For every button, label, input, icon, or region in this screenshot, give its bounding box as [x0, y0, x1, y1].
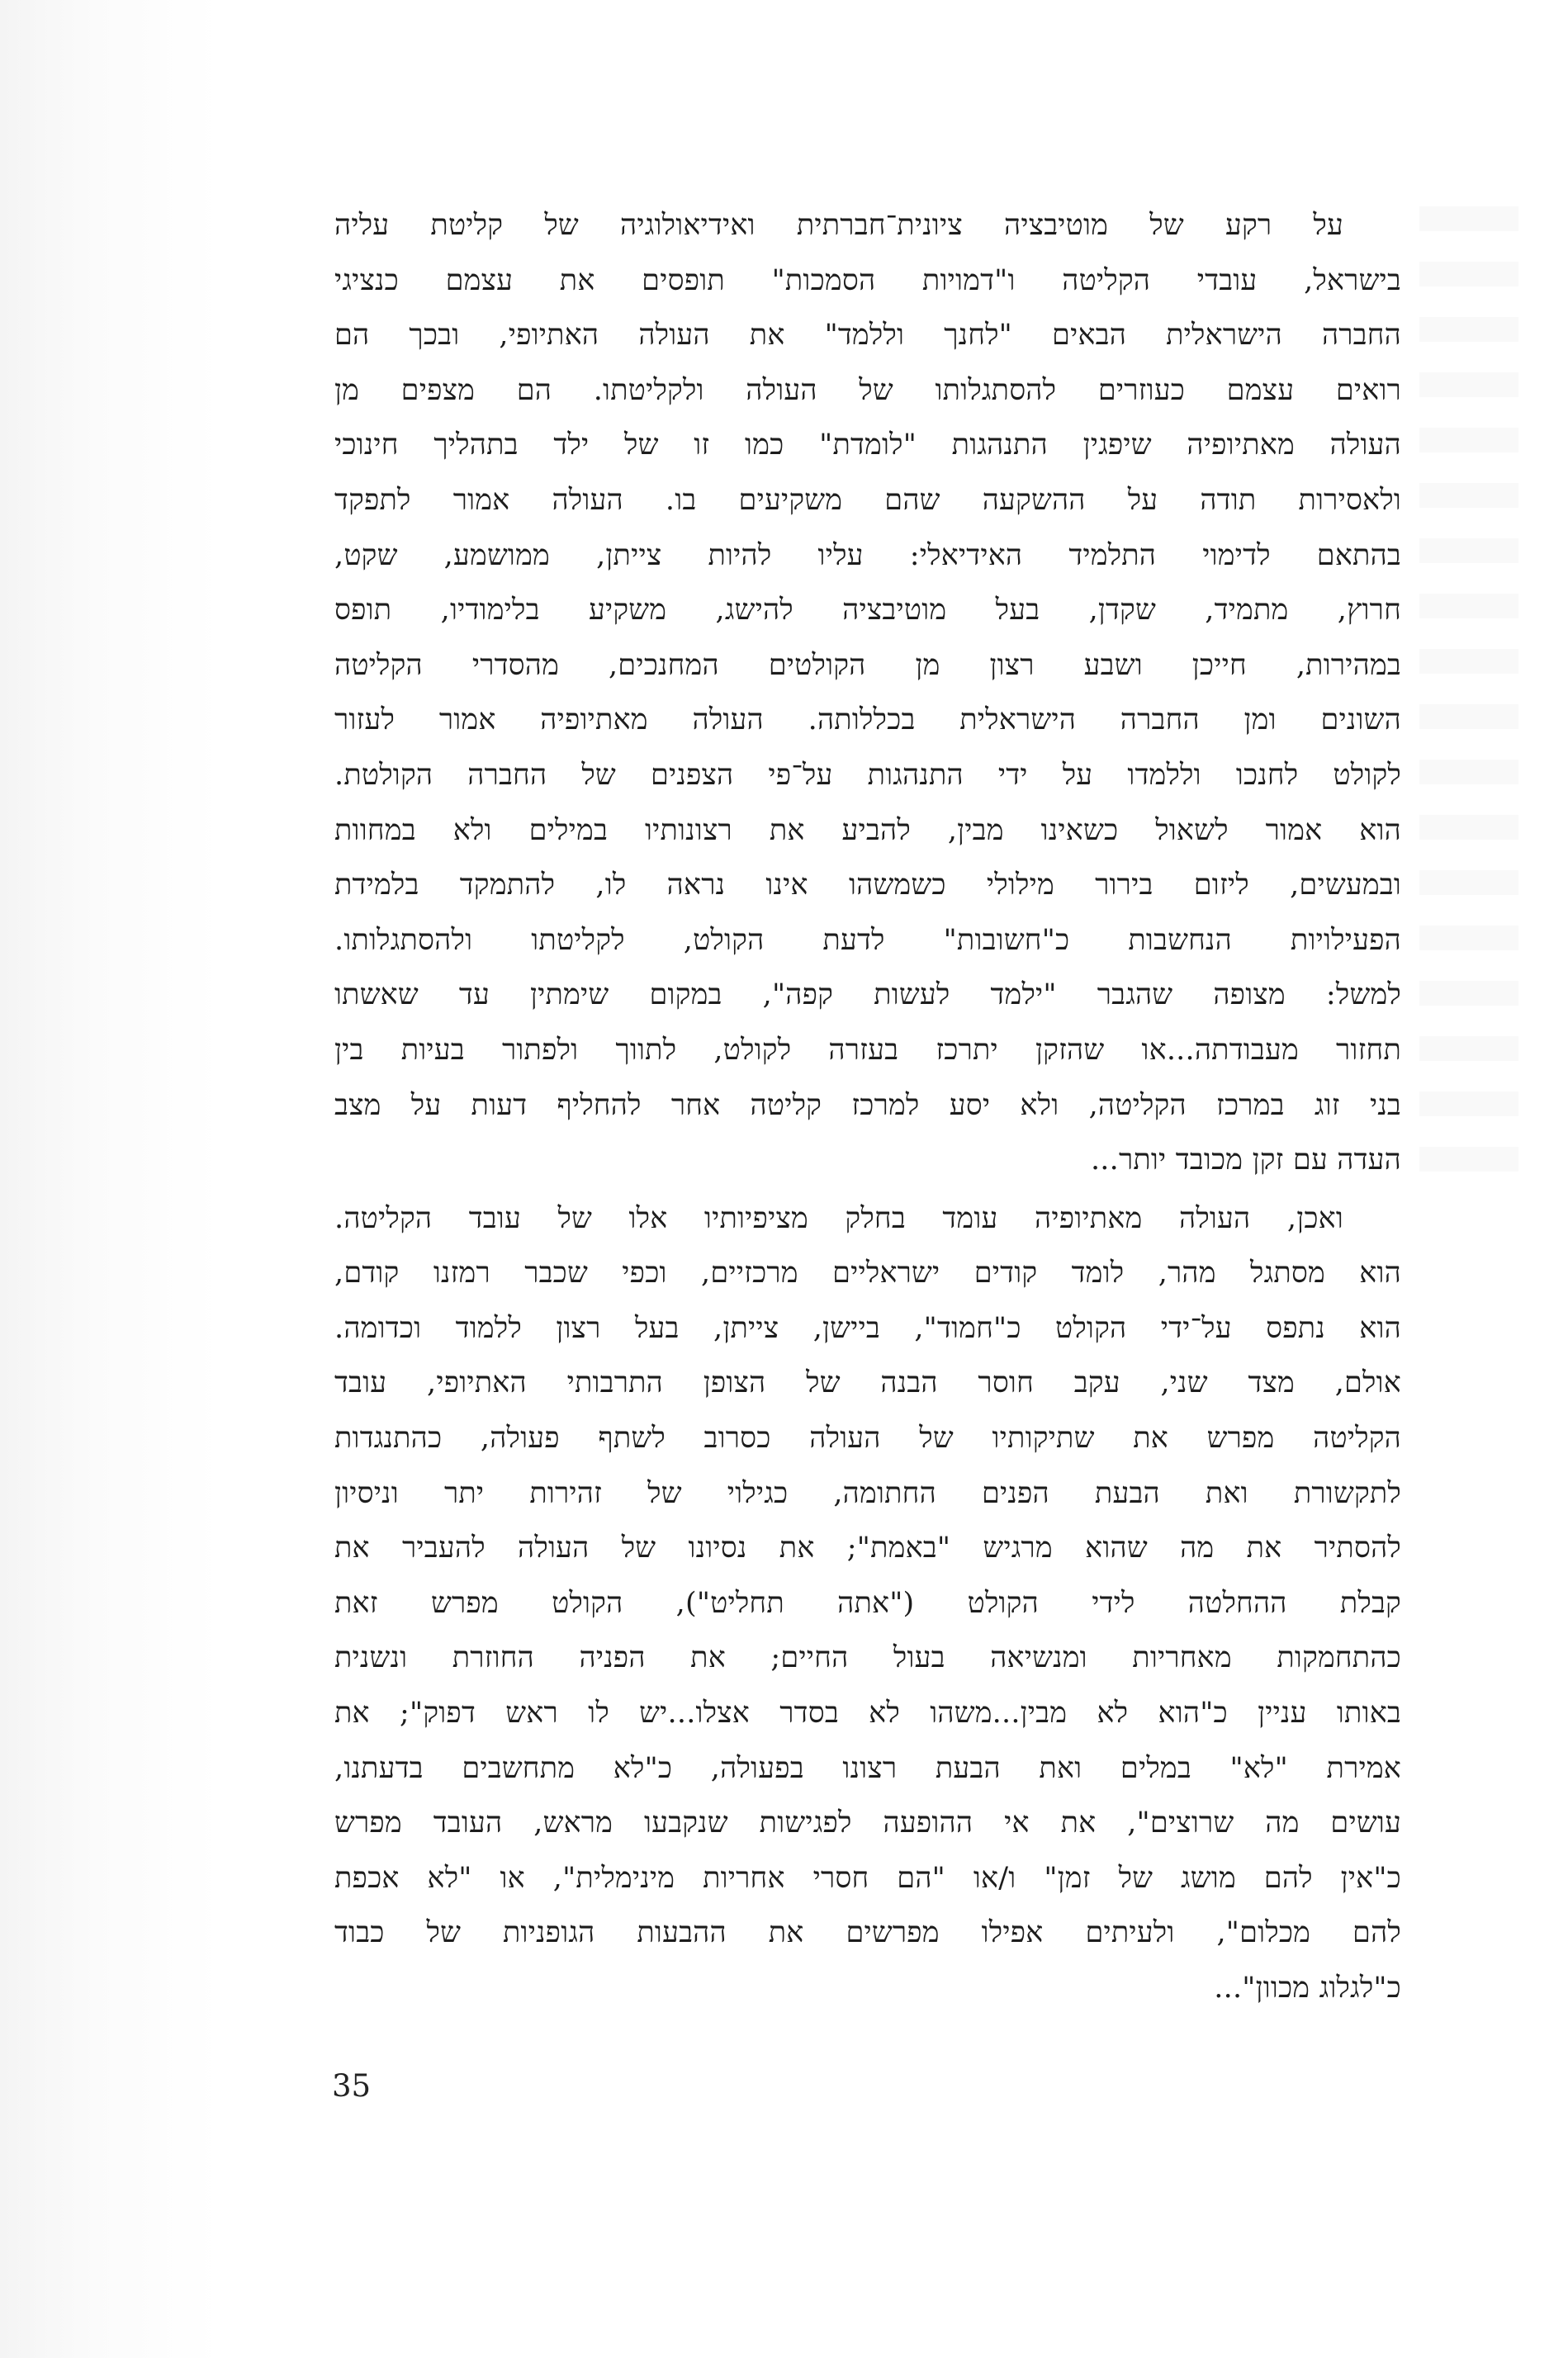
body-text: [334, 198, 1401, 2016]
text-line: בהתאם לדימוי התלמיד האידיאלי: עליו להיות צייתן, ממושמע, שקט,: [334, 538, 1401, 572]
text-line: החברה הישראלית הבאים "לחנך וללמד" את העולה האתיופי, ובכך הם: [334, 319, 1401, 353]
text-line: בני זוג במרכז הקליטה, ולא יסע למרכז קליטה אחר להחליף דעות על מצב: [334, 1088, 1401, 1122]
page-number: 35: [332, 2068, 372, 2104]
text-line: ואכן, העולה מאתיופיה עומד בחלק מציפיותיו אלו של עובד הקליטה.: [334, 1201, 1343, 1235]
text-line: אמירת "לא" במלים ואת הבעת רצונו בפעולה, כ"לא מתחשבים בדעתנו,: [334, 1751, 1401, 1785]
text-line: כהתחמקות מאחריות ומנשיאה בעול החיים; את הפניה החוזרת ונשנית: [334, 1641, 1401, 1675]
text-line: כ"לגלוג מכוון"...: [1214, 1972, 1401, 2005]
text-line: הוא נתפס על־ידי הקולט כ"חמוד", ביישן, צייתן, בעל רצון ללמוד וכדומה.: [334, 1311, 1401, 1345]
text-line: להם מכלום", ולעיתים אפילו מפרשים את ההבעות הגופניות של כבוד: [334, 1916, 1401, 1950]
text-line: למשל: מצופה שהגבר "ילמד לעשות קפה", במקום שימתין עד שאשתו: [334, 978, 1401, 1012]
text-line: באותו עניין כ"הוא לא מבין...משהו לא בסדר אצלו...יש לו ראש דפוק"; את: [334, 1697, 1401, 1731]
text-line: לתקשורת ואת הבעת הפנים החתומה, כגילוי של זהירות יתר וניסיון: [334, 1476, 1401, 1510]
text-line: עושים מה שרוצים", את אי ההופעה לפגישות שנקבעו מראש, העובד מפרש: [334, 1806, 1401, 1840]
text-line: השונים ומן החברה הישראלית בכללותה. העולה מאתיופיה אמור לעזור: [334, 703, 1401, 737]
bleed-through-shadow: [1419, 206, 1518, 1197]
text-line: ובמעשים, ליזום בירור מילולי כשמשהו אינו נראה לו, להתמקד בלמידת: [334, 869, 1401, 902]
text-line: במהירות, חייכן ושבע רצון מן הקולטים המחנכים, מהסדרי הקליטה: [334, 648, 1401, 682]
text-line: הקליטה מפרש את שתיקותיו של העולה כסרוב לשתף פעולה, כהתנגדות: [334, 1422, 1401, 1456]
text-line: חרוץ, מתמיד, שקדן, בעל מוטיבציה להישג, משקיע בלימודיו, תופס: [334, 594, 1401, 627]
text-line: לקולט לחנכו וללמדו על ידי התנהגות על־פי הצפנים של החברה הקולטת.: [334, 758, 1401, 792]
text-line: ולאסירות תודה על ההשקעה שהם משקיעים בו. העולה אמור לתפקד: [334, 483, 1401, 517]
text-line: הפעילויות הנחשבות כ"חשובות" לדעת הקולט, לקליטתו ולהסתגלותו.: [334, 923, 1401, 957]
paragraph-2: [334, 1191, 1401, 2016]
text-line: רואים עצמם כעוזרים להסתגלותו של העולה ולקליטתו. הם מצפים מן: [334, 373, 1401, 407]
text-line: הוא מסתגל מהר, לומד קודים ישראליים מרכזיים, וכפי שכבר רמזנו קודם,: [334, 1257, 1401, 1290]
text-line: תחזור מעבודתה...או שהזקן יתרכז בעזרה לקולט, לתווך ולפתור בעיות בין: [334, 1033, 1401, 1067]
text-line: כ"אין להם מושג של זמן" ו/או "הם חסרי אחריות מינימלית", או "לא אכפת: [334, 1861, 1401, 1895]
text-line: קבלת ההחלטה לידי הקולט ("אתה תחליט"), הקולט מפרש זאת: [334, 1586, 1401, 1620]
text-line: להסתיר את מה שהוא מרגיש "באמת"; את נסיונו של העולה להעביר את: [334, 1532, 1401, 1565]
text-line: בישראל, עובדי הקליטה ו"דמויות הסמכות" תופסים את עצמם כנציגי: [334, 263, 1401, 297]
text-line: הוא אמור לשאול כשאינו מבין, להביע את רצונותיו במילים ולא במחוות: [334, 813, 1401, 847]
paragraph-1: [334, 198, 1401, 1188]
text-line: העולה מאתיופיה שיפגין התנהגות "לומדת" כמו זו של ילד בתהליך חינוכי: [334, 429, 1401, 462]
text-line: העדה עם זקן מכובד יותר...: [1090, 1143, 1401, 1177]
text-line: אולם, מצד שני, עקב חוסר הבנה של הצופן התרבותי האתיופי, עובד: [334, 1366, 1401, 1400]
text-line: על רקע של מוטיבציה ציונית־חברתית ואידיאולוגיה של קליטת עליה: [334, 209, 1343, 242]
